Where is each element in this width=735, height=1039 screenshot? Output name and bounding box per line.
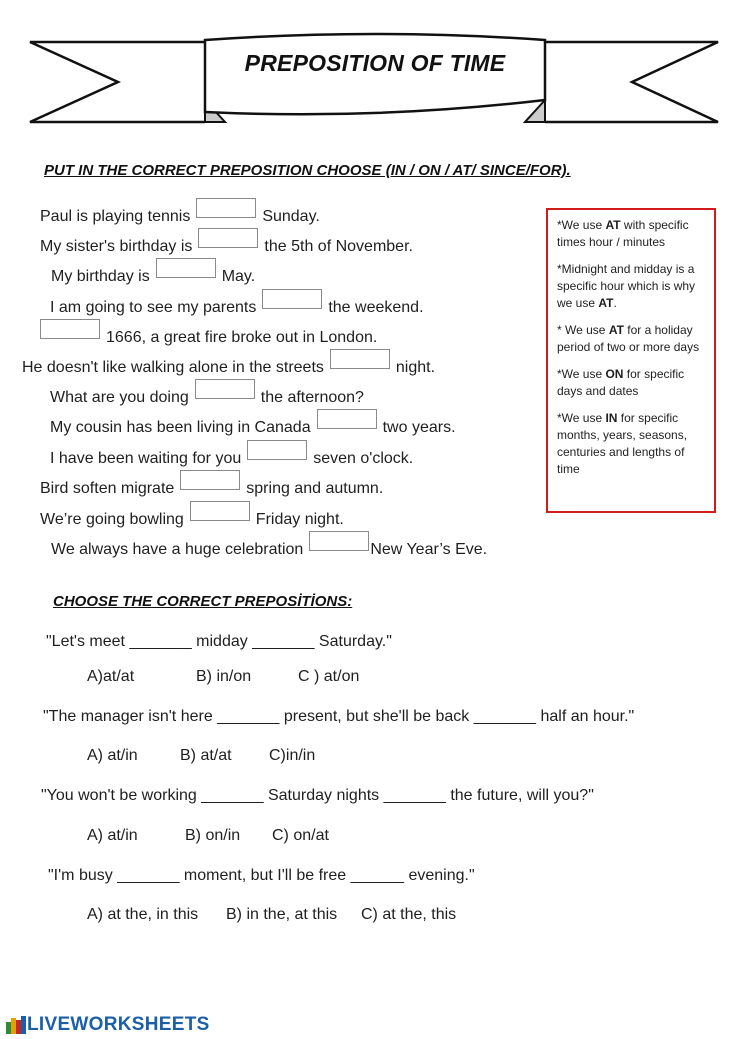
sentence-5	[40, 329, 377, 349]
sentence-9	[50, 450, 413, 470]
option-2a[interactable]: A) at/in	[87, 747, 138, 764]
sentence-text: Paul is playing tennis	[40, 208, 191, 225]
answer-blank[interactable]	[247, 440, 307, 460]
sentence-text: spring and autumn.	[246, 480, 384, 497]
sentence-text: My cousin has been living in Canada	[50, 419, 311, 436]
sentence-text: I am going to see my parents	[50, 299, 257, 316]
answer-blank[interactable]	[195, 379, 255, 399]
sentence-7	[50, 389, 364, 409]
sentence-text: 1666, a great fire broke out in London.	[106, 329, 378, 346]
question-4: "I'm busy _______ moment, but I'll be free ______ evening."	[48, 867, 475, 884]
option-3b[interactable]: B) on/in	[185, 827, 241, 844]
sentence-text: What are you doing	[50, 389, 189, 406]
option-2b[interactable]: B) at/at	[180, 747, 232, 764]
answer-blank[interactable]	[198, 228, 258, 248]
sentence-text: May.	[221, 268, 256, 285]
footer-brand	[6, 1014, 210, 1036]
sentence-text: Bird soften migrate	[40, 480, 175, 497]
rule-at-holiday: * We use AT for a holiday period of two or more days	[557, 323, 700, 354]
sentence-text: the weekend.	[328, 299, 424, 316]
answer-blank[interactable]	[40, 319, 100, 339]
option-4b[interactable]: B) in the, at this	[226, 906, 338, 923]
sentence-6	[22, 359, 435, 379]
sentence-4	[50, 299, 424, 319]
option-2c[interactable]: C)in/in	[269, 747, 316, 764]
question-3: "You won't be working _______ Saturday nights _______ the future, will you?"	[41, 787, 594, 804]
section2-title: CHOOSE THE CORRECT PREPOSİTİONS:	[53, 593, 353, 610]
grammar-rules-box	[546, 208, 716, 513]
answer-blank[interactable]	[317, 409, 377, 429]
option-1a[interactable]: A)at/at	[87, 668, 135, 685]
section1-title: PUT IN THE CORRECT PREPOSITION CHOOSE (IN / ON / AT/ SINCE/FOR).	[44, 162, 571, 179]
sentence-text: My sister's birthday is	[40, 238, 193, 255]
rule-at-times: *We use AT with specific times hour / minutes	[557, 218, 689, 249]
rule-on-days: *We use ON for specific days and dates	[557, 367, 685, 398]
answer-blank[interactable]	[196, 198, 256, 218]
sentence-text: the afternoon?	[260, 389, 364, 406]
sentence-text: night.	[395, 359, 436, 376]
sentence-text: My birthday is	[51, 268, 150, 285]
answer-blank[interactable]	[262, 289, 322, 309]
answer-blank[interactable]	[330, 349, 390, 369]
sentence-text: I have been waiting for you	[50, 450, 242, 467]
option-1c[interactable]: C ) at/on	[298, 668, 360, 685]
sentence-8	[50, 419, 456, 439]
sentence-text: New Year’s Eve.	[370, 541, 488, 558]
answer-blank[interactable]	[156, 258, 216, 278]
sentence-2	[40, 238, 413, 258]
option-3a[interactable]: A) at/in	[87, 827, 138, 844]
liveworksheets-logo-icon	[6, 1016, 26, 1034]
sentence-3	[51, 268, 255, 288]
sentence-text: We always have a huge celebration	[51, 541, 304, 558]
answer-blank[interactable]	[309, 531, 369, 551]
answer-blank[interactable]	[180, 470, 240, 490]
option-3c[interactable]: C) on/at	[272, 827, 329, 844]
sentence-text: He doesn't like walking alone in the streets	[22, 359, 324, 376]
sentence-text: the 5th of November.	[264, 238, 413, 255]
option-4c[interactable]: C) at the, this	[361, 906, 457, 923]
sentence-11	[40, 511, 344, 531]
rule-in-months: *We use IN for specific months, years, seasons, centuries and lengths of time	[557, 411, 688, 476]
question-1: "Let's meet _______ midday _______ Saturday."	[46, 633, 392, 650]
sentence-12	[51, 541, 487, 561]
page-title: PREPOSITION OF TIME	[244, 50, 506, 76]
sentence-1	[40, 208, 320, 228]
answer-blank[interactable]	[190, 501, 250, 521]
sentence-text: Friday night.	[255, 511, 344, 528]
sentence-10	[40, 480, 383, 500]
option-4a[interactable]: A) at the, in this	[87, 906, 199, 923]
question-2: "The manager isn't here _______ present, but she'll be back _______ half an hour."	[43, 708, 635, 725]
sentence-text: Sunday.	[262, 208, 320, 225]
option-1b[interactable]: B) in/on	[196, 668, 252, 685]
sentence-text: two years.	[382, 419, 456, 436]
footer-brand-text: LIVEWORKSHEETS	[27, 1014, 210, 1035]
rule-midnight-midday: *Midnight and midday is a specific hour which is why we use AT.	[557, 262, 696, 310]
sentence-text: We’re going bowling	[40, 511, 184, 528]
sentence-text: seven o'clock.	[313, 450, 414, 467]
